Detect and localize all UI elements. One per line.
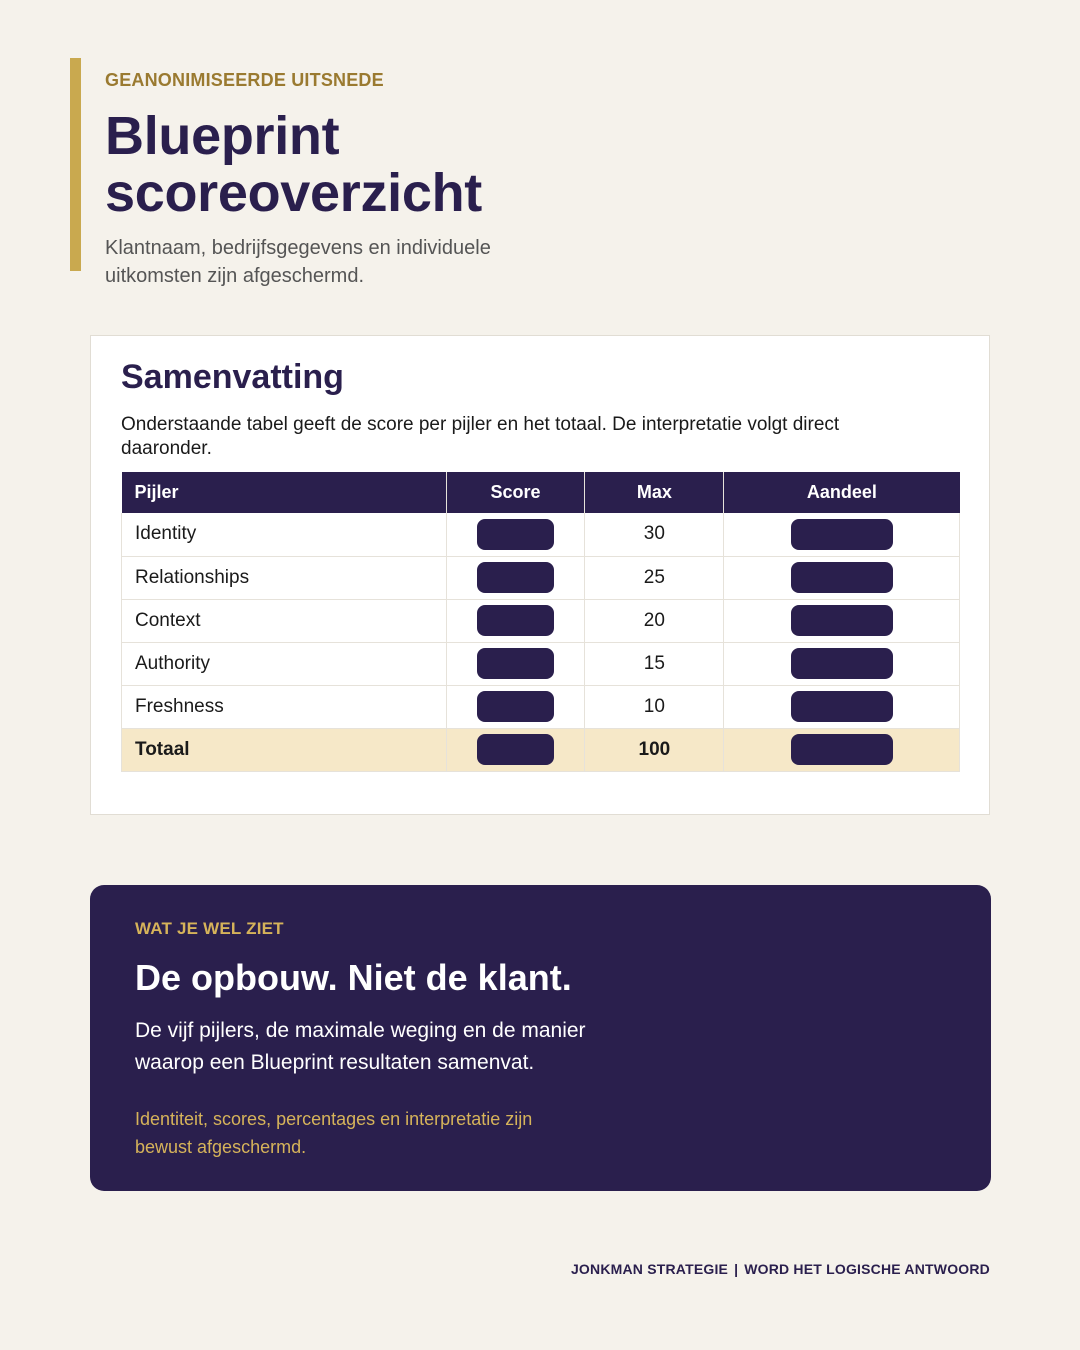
redacted-score bbox=[477, 562, 554, 593]
table-row bbox=[122, 642, 960, 685]
share-cell bbox=[724, 642, 960, 685]
score-cell bbox=[446, 642, 585, 685]
total-max-cell: 100 bbox=[585, 728, 724, 771]
panel-body: De vijf pijlers, de maximale weging en de manier waarop een Blueprint resultaten samenvat. bbox=[135, 1019, 586, 1074]
header-eyebrow: GEANONIMISEERDE UITSNEDE bbox=[105, 70, 384, 90]
column-header-score: Score bbox=[446, 472, 585, 513]
column-header-pillar: Pijler bbox=[122, 472, 447, 513]
page-header bbox=[70, 58, 670, 287]
redacted-share bbox=[791, 519, 893, 550]
score-cell bbox=[446, 556, 585, 599]
redacted-share bbox=[791, 605, 893, 636]
column-header-share: Aandeel bbox=[724, 472, 960, 513]
page-footer bbox=[571, 1261, 990, 1277]
share-cell bbox=[724, 599, 960, 642]
max-cell: 30 bbox=[585, 513, 724, 556]
pillar-cell: Freshness bbox=[122, 685, 447, 728]
redacted-share bbox=[791, 691, 893, 722]
share-cell bbox=[724, 556, 960, 599]
footer-tagline: WORD HET LOGISCHE ANTWOORD bbox=[744, 1261, 990, 1277]
redacted-score bbox=[477, 519, 554, 550]
page-title-line-1: Blueprint bbox=[105, 106, 340, 166]
redacted-score bbox=[477, 605, 554, 636]
score-cell bbox=[446, 513, 585, 556]
redacted-share bbox=[791, 562, 893, 593]
page-title-line-2: scoreoverzicht bbox=[105, 163, 482, 223]
panel-note: Identiteit, scores, percentages en interpretatie zijn bewust afgeschermd. bbox=[135, 1109, 533, 1157]
summary-title: Samenvatting bbox=[121, 358, 344, 396]
page-subtitle: Klantnaam, bedrijfsgegevens en individuele uitkomsten zijn afgeschermd. bbox=[105, 237, 491, 287]
total-share-cell bbox=[724, 728, 960, 771]
redacted-score bbox=[477, 734, 554, 765]
total-score-cell bbox=[446, 728, 585, 771]
redacted-score bbox=[477, 691, 554, 722]
table-total-row bbox=[122, 728, 960, 771]
redacted-score bbox=[477, 648, 554, 679]
pillar-cell: Identity bbox=[122, 513, 447, 556]
total-label-cell: Totaal bbox=[122, 728, 447, 771]
max-cell: 20 bbox=[585, 599, 724, 642]
score-cell bbox=[446, 685, 585, 728]
share-cell bbox=[724, 685, 960, 728]
score-cell bbox=[446, 599, 585, 642]
table-row bbox=[122, 599, 960, 642]
pillar-cell: Relationships bbox=[122, 556, 447, 599]
summary-intro: Onderstaande tabel geeft de score per pijler en het totaal. De interpretatie volgt direct daaronder. bbox=[121, 414, 840, 459]
table-header-row bbox=[122, 472, 960, 513]
max-cell: 10 bbox=[585, 685, 724, 728]
summary-card bbox=[90, 335, 990, 815]
header-accent-bar bbox=[70, 58, 81, 271]
footer-brand: JONKMAN STRATEGIE bbox=[570, 1261, 729, 1277]
table-row bbox=[122, 685, 960, 728]
panel-eyebrow: WAT JE WEL ZIET bbox=[135, 919, 284, 938]
info-panel bbox=[90, 885, 991, 1191]
score-table bbox=[121, 472, 960, 772]
page-title bbox=[105, 108, 670, 222]
column-header-max: Max bbox=[585, 472, 724, 513]
pillar-cell: Authority bbox=[122, 642, 447, 685]
footer-separator: | bbox=[734, 1261, 739, 1277]
share-cell bbox=[724, 513, 960, 556]
table-row bbox=[122, 556, 960, 599]
redacted-share bbox=[791, 734, 893, 765]
panel-title: De opbouw. Niet de klant. bbox=[135, 957, 572, 998]
max-cell: 15 bbox=[585, 642, 724, 685]
table-row bbox=[122, 513, 960, 556]
max-cell: 25 bbox=[585, 556, 724, 599]
pillar-cell: Context bbox=[122, 599, 447, 642]
redacted-share bbox=[791, 648, 893, 679]
